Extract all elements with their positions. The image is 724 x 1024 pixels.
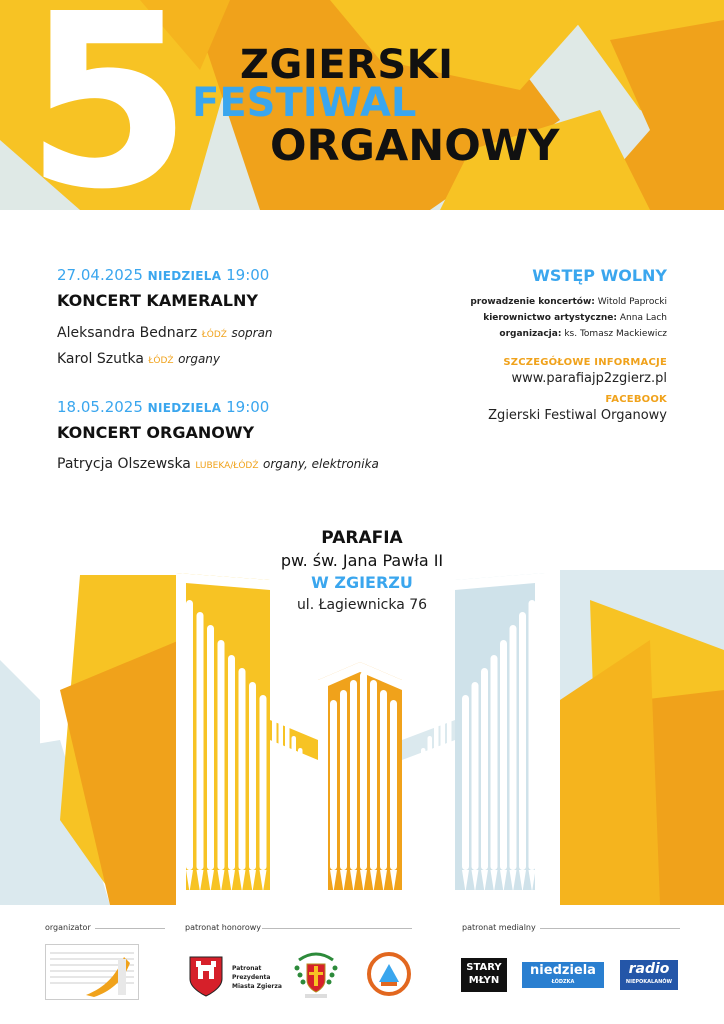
performer <box>57 456 379 472</box>
organ-pipe <box>279 712 284 870</box>
organ-pipe <box>340 690 347 870</box>
title-line-1: ZGIERSKI <box>240 42 454 88</box>
organ-pipe-foot <box>408 870 413 892</box>
organ-pipe-foot <box>298 870 303 892</box>
organ-pipe <box>441 712 446 870</box>
honorary-patron-text: Patronat Prezydenta Miasta Zgierza <box>232 965 282 990</box>
niedziela-logo-subtext: ŁÓDZKA <box>551 979 575 985</box>
performer-city: ŁÓDŹ <box>148 356 174 366</box>
organ-pipe <box>447 700 452 870</box>
festival-number: 5 <box>25 0 192 210</box>
concert-date <box>57 398 269 416</box>
organ-pipe <box>370 680 377 870</box>
organ-pipe <box>228 655 235 870</box>
facebook-label: FACEBOOK <box>605 394 667 405</box>
credit-line <box>470 297 667 307</box>
performer <box>57 325 273 341</box>
date-value: 18.05.2025 <box>57 398 143 416</box>
day-value: NIEDZIELA <box>147 269 222 283</box>
divider <box>540 928 680 929</box>
organ-pipe-foot <box>279 870 284 892</box>
venue-line-3: W ZGIERZU <box>311 573 413 592</box>
organ-pipe <box>239 668 246 870</box>
organ-pipe <box>260 695 267 870</box>
performer-instrument: organy, elektronika <box>262 457 379 471</box>
concert-date <box>57 266 269 284</box>
organ-pipe <box>197 612 204 870</box>
organ-pipe <box>491 655 498 870</box>
organ-pipe <box>249 682 256 870</box>
organ-pipe <box>434 724 439 870</box>
niedziela-logo-text: niedziela <box>530 963 596 978</box>
organ-pipe <box>360 672 367 870</box>
archdiocese-library-logo-icon <box>367 952 411 996</box>
organ-pipe <box>186 600 193 870</box>
organizer-logo <box>45 944 139 1000</box>
radio-logo-text: radio <box>628 961 670 977</box>
credit-label: prowadzenie koncertów: <box>470 297 595 307</box>
concert-title: KONCERT ORGANOWY <box>57 423 255 442</box>
organizer-logo-graphic <box>46 945 138 999</box>
organ-pipe <box>207 625 214 870</box>
organ-pipe <box>510 625 517 870</box>
organ-pipe <box>380 690 387 870</box>
day-value: NIEDZIELA <box>147 401 222 415</box>
organ-pipe <box>472 682 479 870</box>
radio-niepokalanow-logo <box>620 960 678 990</box>
divider <box>262 928 412 929</box>
organ-pipe <box>350 680 357 870</box>
performer-instrument: sopran <box>231 326 273 340</box>
organ-pipe-foot <box>292 870 297 892</box>
organ-pipe <box>311 768 316 870</box>
time-value: 19:00 <box>226 266 270 284</box>
organ-pipe <box>519 612 526 870</box>
media-label: patronat medialny <box>462 923 536 932</box>
performer-city: ŁÓDŹ <box>201 330 227 340</box>
performer-name: Karol Szutka <box>57 351 144 367</box>
divider <box>95 928 165 929</box>
bishop-coat-of-arms-icon <box>293 950 339 1000</box>
organ-pipe <box>292 736 297 870</box>
performer <box>57 351 220 367</box>
organ-pipe-foot <box>305 870 310 892</box>
organ-pipe <box>272 700 277 870</box>
performer-instrument: organy <box>178 352 221 366</box>
organ-pipe <box>390 700 397 870</box>
title-line-3: ORGANOWY <box>270 121 560 171</box>
credit-line <box>483 313 667 323</box>
credit-value: Anna Lach <box>619 313 667 323</box>
organ-pipe <box>305 758 310 870</box>
performer-name: Patrycja Olszewska <box>57 456 191 472</box>
credit-label: kierownictwo artystyczne: <box>483 313 617 323</box>
free-entry: WSTĘP WOLNY <box>532 266 667 285</box>
credit-value: Witold Paprocki <box>597 297 667 307</box>
organ-pipe <box>481 668 488 870</box>
facebook-link[interactable]: Zgierski Festiwal Organowy <box>488 408 667 423</box>
organ-pipe-foot <box>272 870 277 892</box>
credit-value: ks. Tomasz Mackiewicz <box>564 329 667 339</box>
stary-mlyn-logo: STARY MŁYN <box>461 958 507 992</box>
organ-pipe <box>285 724 290 870</box>
website-link[interactable]: www.parafiajp2zgierz.pl <box>511 371 667 386</box>
organ-pipe-foot <box>421 870 426 892</box>
time-value: 19:00 <box>226 398 270 416</box>
venue-address: ul. Łagiewnicka 76 <box>296 597 428 613</box>
concert-title: KONCERT KAMERALNY <box>57 291 258 310</box>
organ-pipe <box>500 640 507 870</box>
organ-pipe <box>428 736 433 870</box>
organ-pipe-foot <box>285 870 290 892</box>
organ-pipe-foot <box>441 870 446 892</box>
date-value: 27.04.2025 <box>57 266 143 284</box>
details-label: SZCZEGÓŁOWE INFORMACJE <box>503 357 667 368</box>
organ-pipe <box>462 695 469 870</box>
organ-pipe-foot <box>434 870 439 892</box>
performer-name: Aleksandra Bednarz <box>57 325 198 341</box>
credit-label: organizacja: <box>499 329 562 339</box>
organ-pipe-foot <box>428 870 433 892</box>
organ-pipe-foot <box>415 870 420 892</box>
radio-logo-subtext: NIEPOKALANÓW <box>625 979 673 985</box>
organ-pipe <box>421 748 426 870</box>
organ-pipe <box>529 600 536 870</box>
credit-line <box>499 329 667 339</box>
organ-pipe <box>218 640 225 870</box>
organ-pipe-foot <box>447 870 452 892</box>
performer-city: LUBEKA/ŁÓDŹ <box>195 461 259 471</box>
organ-pipe <box>330 700 337 870</box>
zgierz-coat-of-arms-icon <box>188 955 224 997</box>
honorary-label: patronat honorowy <box>185 923 261 932</box>
organ-pipe <box>408 768 413 870</box>
organ-pipe-foot <box>311 870 316 892</box>
niedziela-logo <box>522 962 604 988</box>
organ-pipe <box>298 748 303 870</box>
title-line-2: FESTIWAL <box>192 80 417 126</box>
venue-line-1: PARAFIA <box>321 528 403 548</box>
organ-pipe <box>415 758 420 870</box>
venue-line-2: pw. św. Jana Pawła II <box>280 551 444 570</box>
organizer-label: organizator <box>45 923 91 932</box>
